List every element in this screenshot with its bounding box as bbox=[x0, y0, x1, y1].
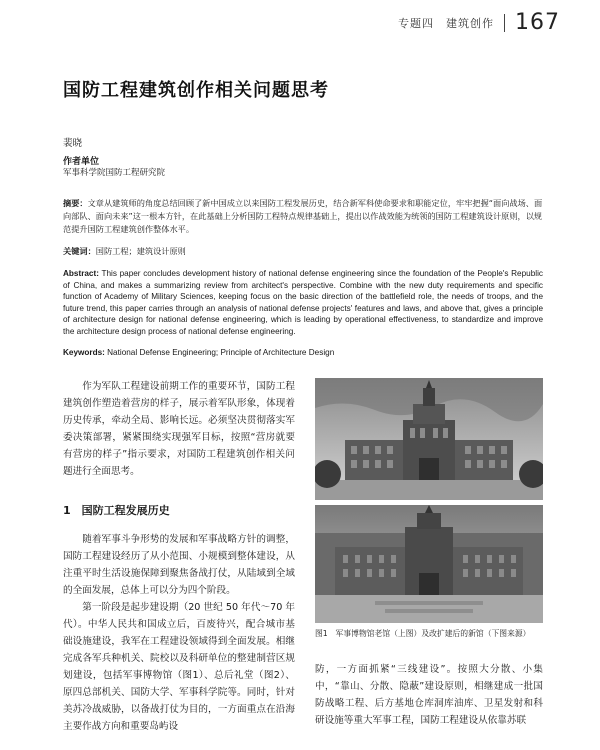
intro-paragraph: 作为军队工程建设前期工作的重要环节，国防工程建筑创作塑造着营房的样子，展示着军队形象，体现着历史传承，牵动全局、影响长远。必须坚决贯彻落实军委决策部署，紧紧围绕实现强军目标，按照“营房就要有营房的样子”指示要求，对国防工程建筑创作相关问题进行全面思考。 bbox=[63, 381, 295, 477]
museum-old-photo-image bbox=[315, 378, 543, 500]
museum-old-building-photo bbox=[315, 378, 543, 500]
keywords-cn-text: 国防工程；建筑设计原则 bbox=[95, 246, 186, 256]
section-1-body bbox=[63, 531, 295, 735]
abstract-chinese bbox=[63, 197, 543, 236]
right-paragraph: 防，一方面抓紧“三线建设”。按照大分散、小集中，“靠山、分散、隐蔽”建设原则，相继建成一批国防战略工程、后方基地仓库洞库油库、卫星发射和科研设施等重大军事工程，国防工程建设从依靠苏联 bbox=[315, 664, 543, 726]
affiliation-label: 作者单位 bbox=[63, 157, 100, 167]
abstract-cn-text: 文章从建筑师的角度总结回顾了新中国成立以来国防工程发展历史，结合新军科使命要求和职能定位，牢牢把握“面向战场、面向部队、面向未来”这一根本方针，在此基础上分析国防工程特点规律基础上，提出以作战效能为统领的国防工程建筑设计原则，以规范提升国防工程建筑创作整体水平。 bbox=[63, 198, 543, 234]
section-1-paragraph: 第一阶段是起步建设期（20 世纪 50 年代～70 年代）。中华人民共和国成立后，百废待兴，配合城市基础设施建设，我军在工程建设领域得到全面发展。相继完成各军兵种机关、院校以及科研单位的整建制营区规划建设，包括军事博物馆（图1）、总后礼堂（图2）、原四总部机关、国防大学、军事科学院等。同时，针对美苏冷战威胁，以备战打仗为目的，一方面重点在沿海主要作战方向和重要岛屿设 bbox=[63, 602, 295, 732]
section-1-paragraph: 随着军事斗争形势的发展和军事战略方针的调整，国防工程建设经历了从小范围、小规模到整体建设，从注重平时生活设施保障到聚焦备战打仗，从陆域到全域的全面发展，总体上可以分为四个阶段。 bbox=[63, 534, 295, 596]
abstract-en-label: Abstract: bbox=[63, 269, 99, 278]
museum-new-building-photo bbox=[315, 505, 543, 623]
header-divider bbox=[504, 14, 505, 32]
abstract-cn-label: 摘要： bbox=[63, 198, 88, 208]
author-name: 裴晓 bbox=[63, 138, 83, 149]
section-1-heading: 1 国防工程发展历史 bbox=[63, 504, 170, 517]
museum-new-photo-image bbox=[315, 505, 543, 623]
article-title: 国防工程建筑创作相关问题思考 bbox=[63, 80, 329, 101]
abstract-english bbox=[63, 268, 543, 338]
right-column-text bbox=[315, 661, 543, 729]
keywords-en-text: National Defense Engineering; Principle of Architecture Design bbox=[107, 348, 335, 357]
keywords-en-label: Keywords: bbox=[63, 348, 105, 357]
keywords-cn-label: 关键词： bbox=[63, 246, 96, 256]
keywords-chinese bbox=[63, 246, 186, 257]
page-header bbox=[398, 10, 560, 35]
keywords-english bbox=[63, 348, 334, 357]
figure-caption: 图1 军事博物馆老馆（上图）及改扩建后的新馆（下图来源） bbox=[315, 629, 531, 638]
running-section-title: 专题四 建筑创作 bbox=[398, 16, 494, 30]
intro-column bbox=[63, 378, 295, 480]
affiliation-name: 军事科学院国防工程研究院 bbox=[63, 168, 166, 178]
abstract-en-text: This paper concludes development history of national defense engineering since the foundation of the People's Republic of China, and makes a summarizing review from architect's perspective. Combine with the new duty requirements and specific function of Academy of Military Sciences, keeping focus on the basic direction of the battlefield role, the needs of troops, and the future trend, this paper carries through an analysis of national defense projects' features and laws, and above that, gives a principle of architecture design for national defense engineering, which is leading by operational effectiveness, to standardize and improve the architecture design process of national defense engineering. bbox=[63, 269, 543, 336]
page-number: 167 bbox=[515, 10, 560, 35]
